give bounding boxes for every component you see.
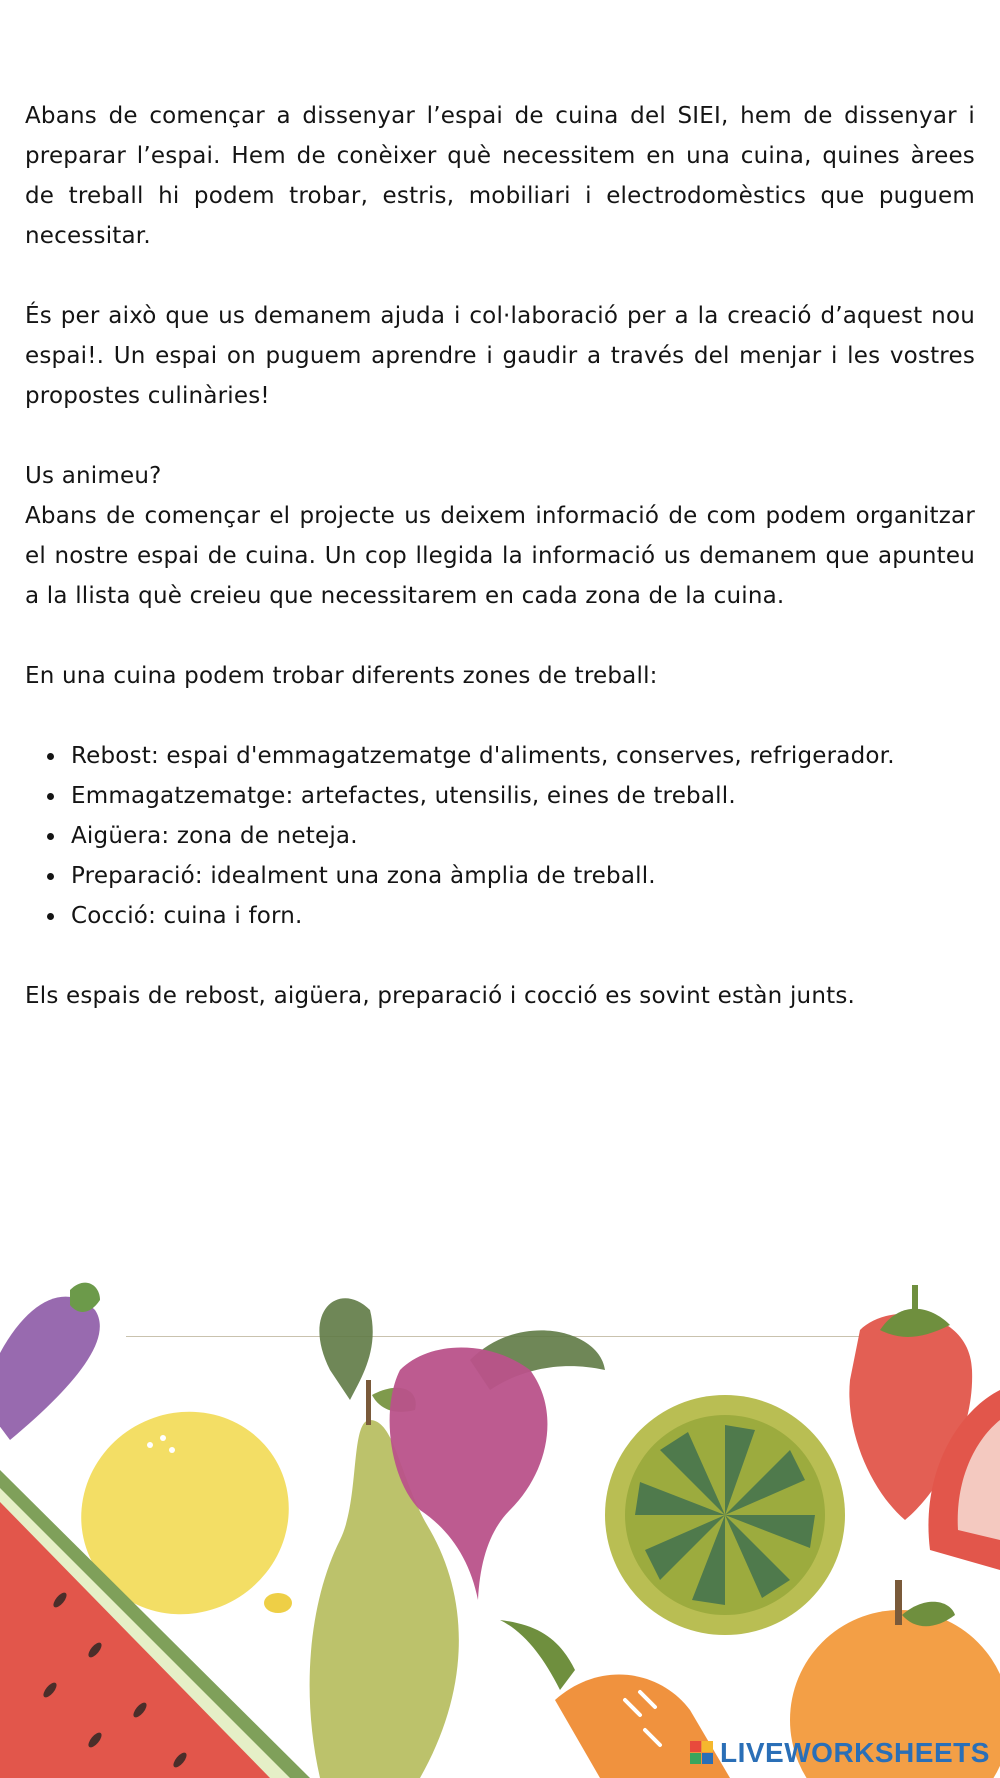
question-line: Us animeu? [25, 463, 162, 489]
zone-item-emmagatzematge: Emmagatzematge: artefactes, utensilis, eines de treball. [71, 776, 975, 816]
zone-item-aiguera: Aigüera: zona de neteja. [71, 816, 975, 856]
zones-heading: En una cuina podem trobar diferents zones de treball: [25, 663, 658, 689]
intro-paragraph-2: És per això que us demanem ajuda i col·laboració per a la creació d’aquest nou espai!. Un espai on puguem aprendre i gaudir a través del menjar i les vostres propostes culinàries! [25, 303, 975, 409]
spacer [25, 256, 975, 296]
spacer [25, 416, 975, 456]
brand-name: LIVEWORKSHEETS [720, 1737, 990, 1768]
worksheet-text [25, 96, 975, 1016]
zone-item-preparacio: Preparació: idealment una zona àmplia de treball. [71, 856, 975, 896]
spacer [25, 616, 975, 656]
liveworksheets-logo-icon [690, 1741, 714, 1765]
zone-item-rebost: Rebost: espai d'emmagatzematge d'aliments, conserves, refrigerador. [71, 736, 975, 776]
lime-icon [605, 1395, 845, 1635]
zone-item-coccio: Cocció: cuina i forn. [71, 896, 975, 936]
fruit-illustration [0, 1270, 1000, 1778]
spacer [25, 696, 975, 736]
closing-line: Els espais de rebost, aigüera, preparació i cocció es sovint estàn junts. [25, 983, 856, 1009]
intro-paragraph-3: Abans de començar el projecte us deixem informació de com podem organitzar el nostre espai de cuina. Un cop llegida la informació us demanem que apunteu a la llista què creieu que necessitarem en cada zona de la cuina. [25, 503, 975, 609]
eggplant-icon [0, 1283, 100, 1440]
zones-list [25, 736, 975, 936]
spacer [25, 936, 975, 976]
intro-paragraph-1: Abans de començar a dissenyar l’espai de cuina del SIEI, hem de dissenyar i preparar l’espai. Hem de conèixer què necessitem en una cuina, quines àrees de treball hi podem trobar, estris, mobiliari i electrodomèstics que puguem necessitar. [25, 103, 975, 249]
liveworksheets-brand [690, 1736, 990, 1770]
